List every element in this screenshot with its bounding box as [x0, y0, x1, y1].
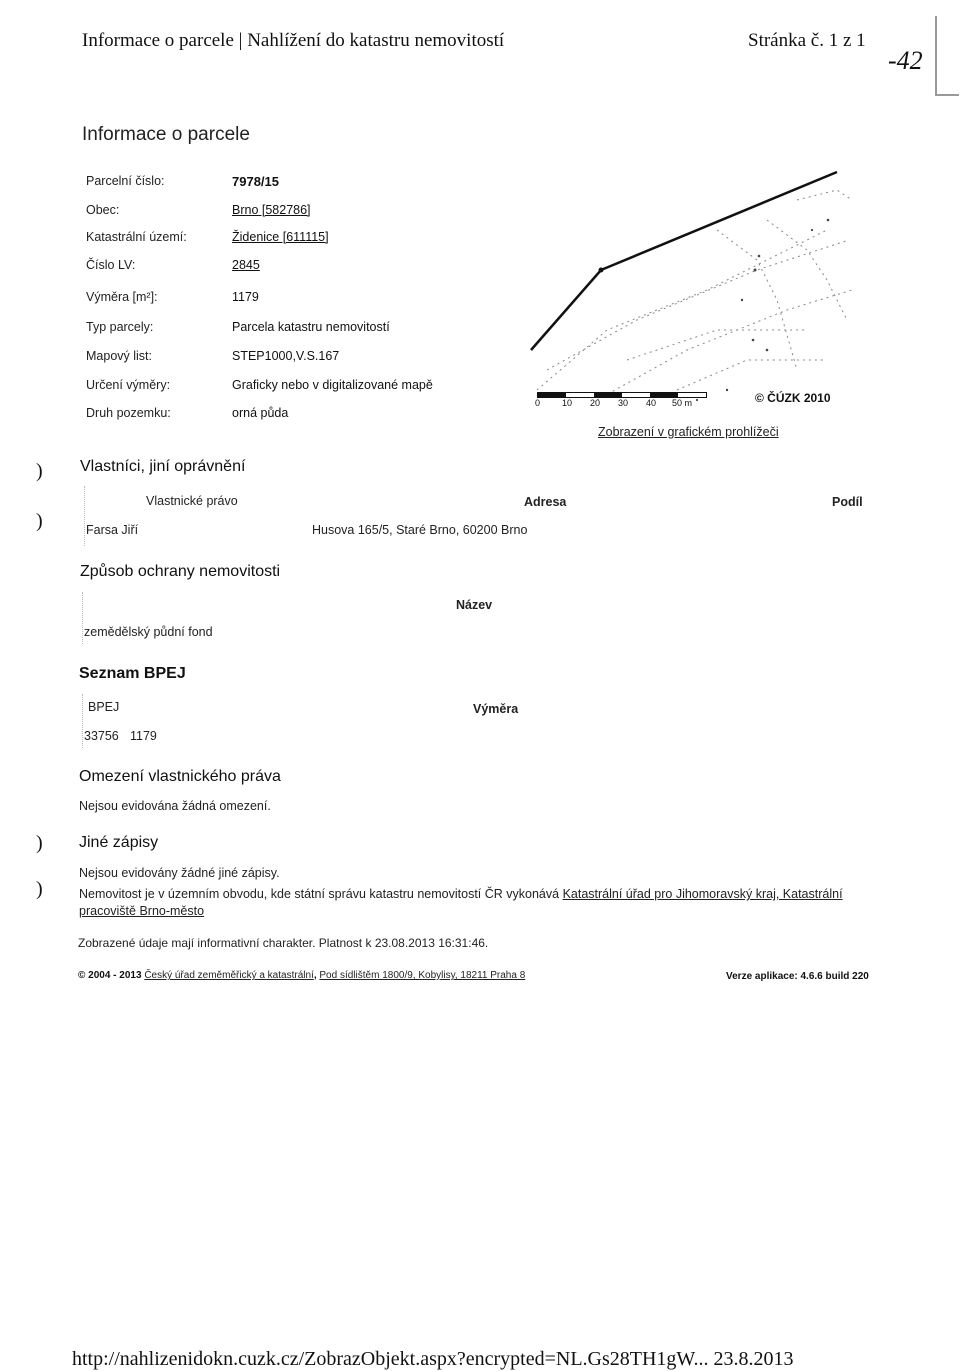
scale-label: 40 [646, 398, 657, 408]
scale-label: 50 m [672, 398, 693, 408]
office-notice-text: Nemovitost je v územním obvodu, kde státní správu katastru nemovitostí ČR vykonává [79, 887, 560, 901]
parcel-label: Druh pozemku: [86, 406, 171, 420]
parcel-row [86, 290, 456, 320]
owners-header-right: Vlastnické právo [146, 494, 238, 508]
restrictions-title: Omezení vlastnického práva [79, 768, 281, 785]
owner-name: Farsa Jiří [86, 523, 139, 537]
protection-header: Název [456, 598, 493, 612]
owners-title: Vlastníci, jiní oprávnění [80, 458, 246, 475]
parcel-label: Určení výměry: [86, 378, 171, 392]
parcel-map [527, 160, 857, 422]
validity-note: Zobrazené údaje mají informativní charakter. Platnost k 23.08.2013 16:31:46. [78, 936, 489, 950]
parcel-label: Parcelní číslo: [86, 174, 165, 188]
scale-label: 10 [562, 398, 573, 408]
parcel-row [86, 320, 456, 349]
page-corner-mark [935, 16, 959, 96]
municipality-link[interactable]: Brno [582786] [232, 203, 311, 217]
scale-label: 30 [618, 398, 629, 408]
parcel-value: Parcela katastru nemovitostí [232, 320, 390, 334]
bpej-header-code: BPEJ [88, 700, 120, 714]
parcel-info-table [86, 170, 456, 434]
parcel-value: STEP1000,V.S.167 [232, 349, 340, 363]
owners-header-address: Adresa [524, 495, 567, 509]
margin-mark: ) [36, 460, 43, 482]
map-preview[interactable] [527, 160, 857, 422]
parcel-value: Graficky nebo v digitalizované mapě [232, 378, 433, 392]
bpej-area: 1179 [130, 729, 157, 743]
app-version: Verze aplikace: 4.6.6 build 220 [726, 971, 869, 982]
parcel-label: Obec: [86, 203, 120, 217]
parcel-row [86, 378, 456, 406]
restrictions-text: Nejsou evidována žádná omezení. [79, 799, 271, 813]
protection-title: Způsob ochrany nemovitosti [80, 563, 281, 580]
parcel-value: orná půda [232, 406, 289, 420]
office-notice [79, 886, 869, 920]
other-records-text: Nejsou evidovány žádné jiné zápisy. [79, 866, 280, 880]
graphic-viewer-link[interactable]: Zobrazení v grafickém prohlížeči [598, 425, 779, 439]
parcel-value: 1179 [232, 290, 259, 304]
parcel-label: Výměra [m²]: [86, 290, 158, 304]
cadastral-area-link[interactable]: Židenice [611115] [232, 230, 329, 244]
scale-label: 20 [590, 398, 601, 408]
parcel-label: Číslo LV: [86, 258, 136, 272]
cuzk-link[interactable]: Český úřad zeměměřický a katastrální [144, 970, 314, 981]
bpej-title: Seznam BPEJ [79, 665, 186, 682]
parcel-number: 7978/15 [232, 174, 279, 189]
parcel-row [86, 406, 456, 434]
margin-mark: ) [36, 878, 43, 900]
bpej-header-area: Výměra [473, 702, 519, 716]
cuzk-address-link[interactable]: Pod sídlištěm 1800/9, Kobylisy, 18211 Praha 8 [319, 970, 526, 981]
owners-header-share: Podíl [832, 495, 863, 509]
map-copyright: © ČÚZK 2010 [755, 391, 831, 405]
parcel-row [86, 349, 456, 378]
scale-label: 0 [535, 398, 541, 408]
margin-mark: ) [36, 832, 43, 854]
parcel-row [86, 230, 456, 260]
margin-mark: ) [36, 510, 43, 532]
bpej-code: 33756 [84, 729, 119, 743]
parcel-row [86, 260, 456, 290]
footer-copyright: © 2004 - 2013 Český úřad zeměměřický a katastrální, Pod sídlištěm 1800/9, Kobylisy, 18211 Praha 8 [78, 970, 526, 981]
owner-address: Husova 165/5, Staré Brno, 60200 Brno [312, 523, 528, 537]
parcel-label: Katastrální území: [86, 230, 187, 244]
lv-number-link[interactable]: 2845 [232, 258, 260, 272]
handwritten-note: -42 [888, 46, 923, 75]
section-title: Informace o parcele [82, 124, 250, 145]
print-url: http://nahlizenidokn.cuzk.cz/ZobrazObjekt.aspx?encrypted=NL.Gs28TH1gW... 23.8.2013 [72, 1348, 794, 1370]
parcel-label: Mapový list: [86, 349, 152, 363]
parcel-row [86, 200, 456, 230]
cadastral-office-link[interactable]: Katastrální úřad pro Jihomoravský kraj, Katastrální [562, 887, 843, 901]
page-header-title: Informace o parcele | Nahlížení do katastru nemovitostí [82, 30, 505, 51]
footer-years: © 2004 - 2013 [78, 970, 142, 981]
parcel-row [86, 170, 456, 200]
other-records-title: Jiné zápisy [79, 834, 159, 851]
protection-item: zemědělský půdní fond [84, 625, 213, 639]
parcel-label: Typ parcely: [86, 320, 154, 334]
cadastral-workplace-link[interactable]: pracoviště Brno-město [79, 904, 205, 918]
page-number: Stránka č. 1 z 1 [748, 30, 866, 51]
